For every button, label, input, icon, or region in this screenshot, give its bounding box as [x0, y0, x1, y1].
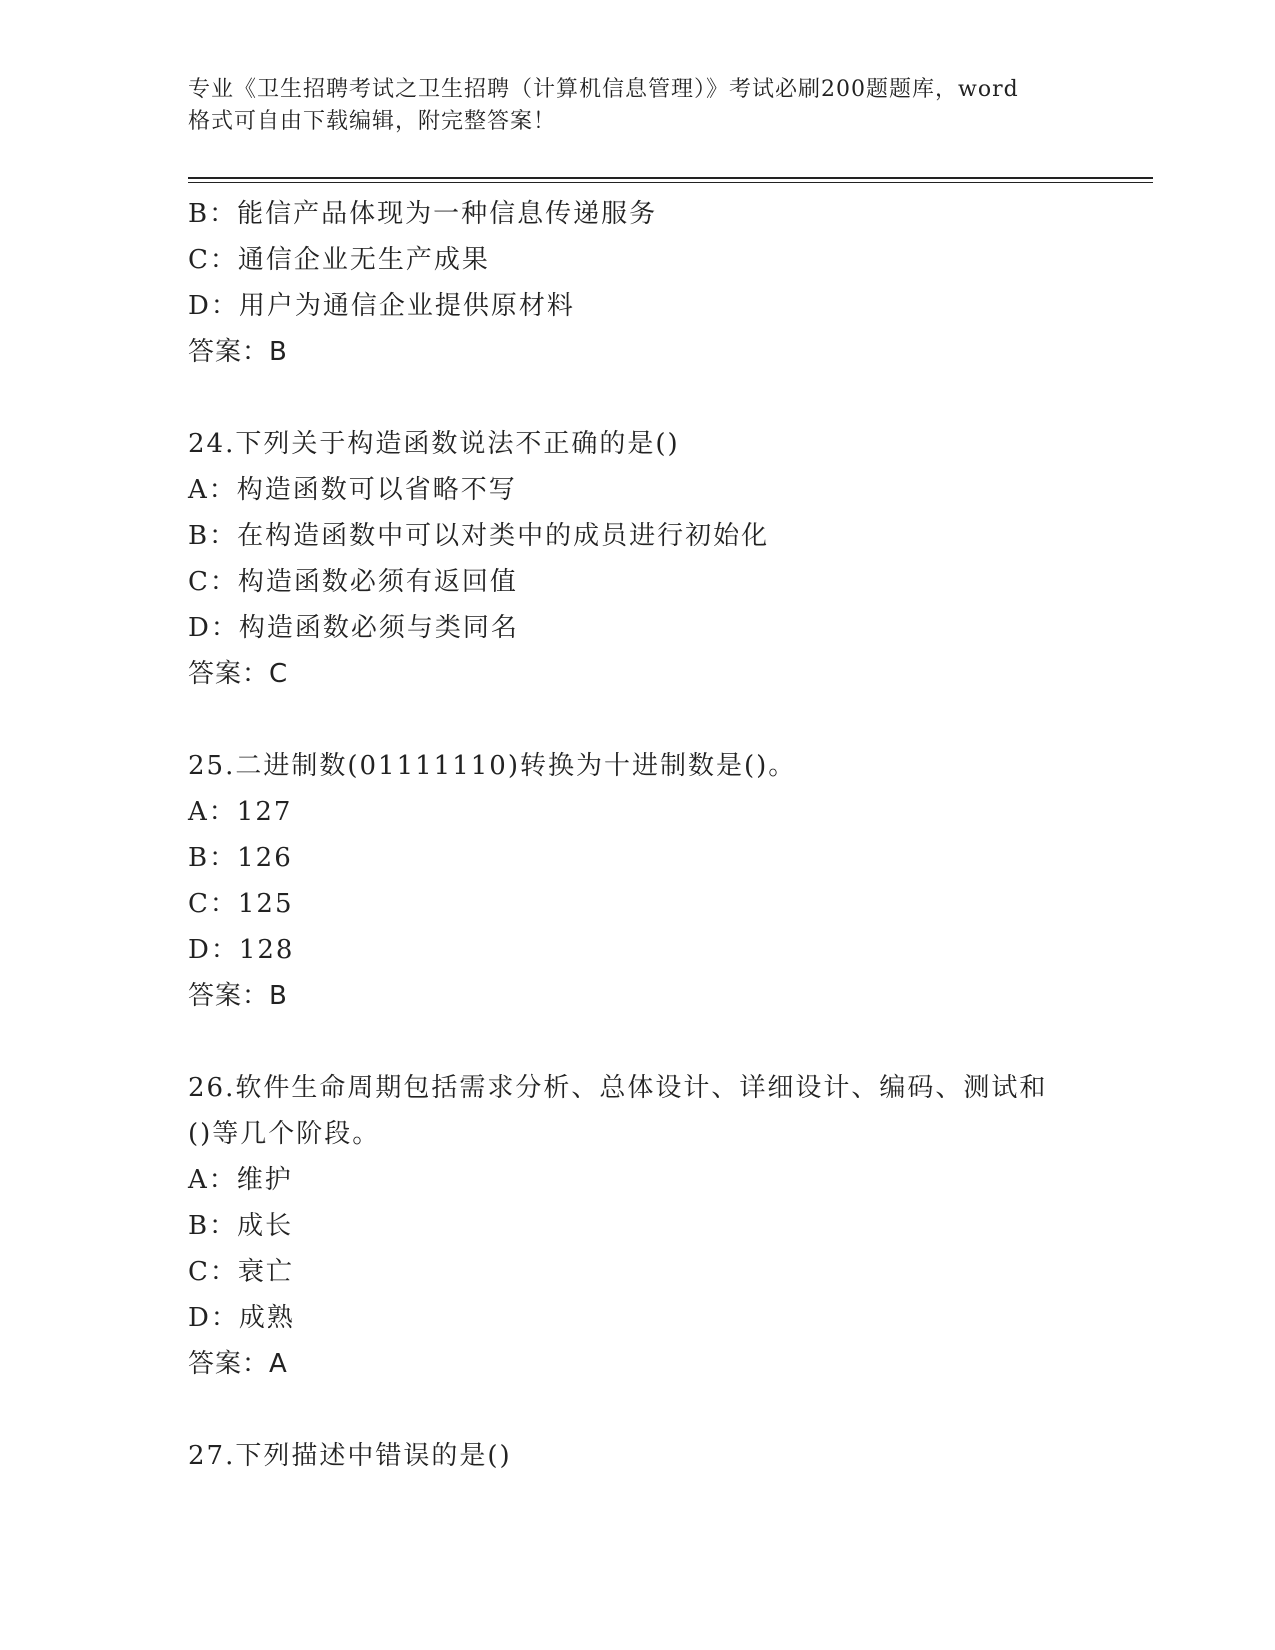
question-stem: 24.下列关于构造函数说法不正确的是() — [188, 429, 680, 459]
question-26 — [188, 1065, 1118, 1387]
option-d: D：构造函数必须与类同名 — [188, 613, 519, 643]
option-d: D：128 — [188, 935, 295, 965]
question-stem: 25.二进制数(01111110)转换为十进制数是()。 — [188, 751, 797, 781]
header-rule-thin — [188, 182, 1153, 183]
answer: 答案：C — [188, 659, 289, 689]
header-line-1: 专业《卫生招聘考试之卫生招聘（计算机信息管理）》考试必刷200题题库，word — [188, 77, 1019, 102]
option-a: A：127 — [188, 797, 293, 827]
option-b: B：能信产品体现为一种信息传递服务 — [188, 199, 658, 229]
question-list — [188, 191, 1118, 1479]
answer: 答案：B — [188, 981, 288, 1011]
question-23-continued — [188, 191, 1118, 375]
question-24 — [188, 421, 1118, 697]
option-c: C：衰亡 — [188, 1257, 294, 1287]
document-header — [188, 74, 1118, 138]
option-d: D：用户为通信企业提供原材料 — [188, 291, 575, 321]
option-c: C：125 — [188, 889, 294, 919]
option-d: D：成熟 — [188, 1303, 295, 1333]
question-stem: 27.下列描述中错误的是() — [188, 1441, 512, 1471]
header-line-2: 格式可自由下载编辑，附完整答案！ — [188, 109, 557, 134]
question-stem-line-1: 26.软件生命周期包括需求分析、总体设计、详细设计、编码、测试和 — [188, 1073, 1048, 1103]
question-stem-line-2: ()等几个阶段。 — [188, 1119, 381, 1149]
question-25 — [188, 743, 1118, 1019]
answer: 答案：B — [188, 337, 288, 367]
option-c: C：通信企业无生产成果 — [188, 245, 490, 275]
option-b: B：在构造函数中可以对类中的成员进行初始化 — [188, 521, 770, 551]
option-a: A：维护 — [188, 1165, 293, 1195]
option-c: C：构造函数必须有返回值 — [188, 567, 518, 597]
option-b: B：成长 — [188, 1211, 294, 1241]
question-27 — [188, 1433, 1118, 1479]
option-a: A：构造函数可以省略不写 — [188, 475, 517, 505]
header-rule-thick — [188, 177, 1153, 179]
option-b: B：126 — [188, 843, 293, 873]
answer: 答案：A — [188, 1349, 288, 1379]
